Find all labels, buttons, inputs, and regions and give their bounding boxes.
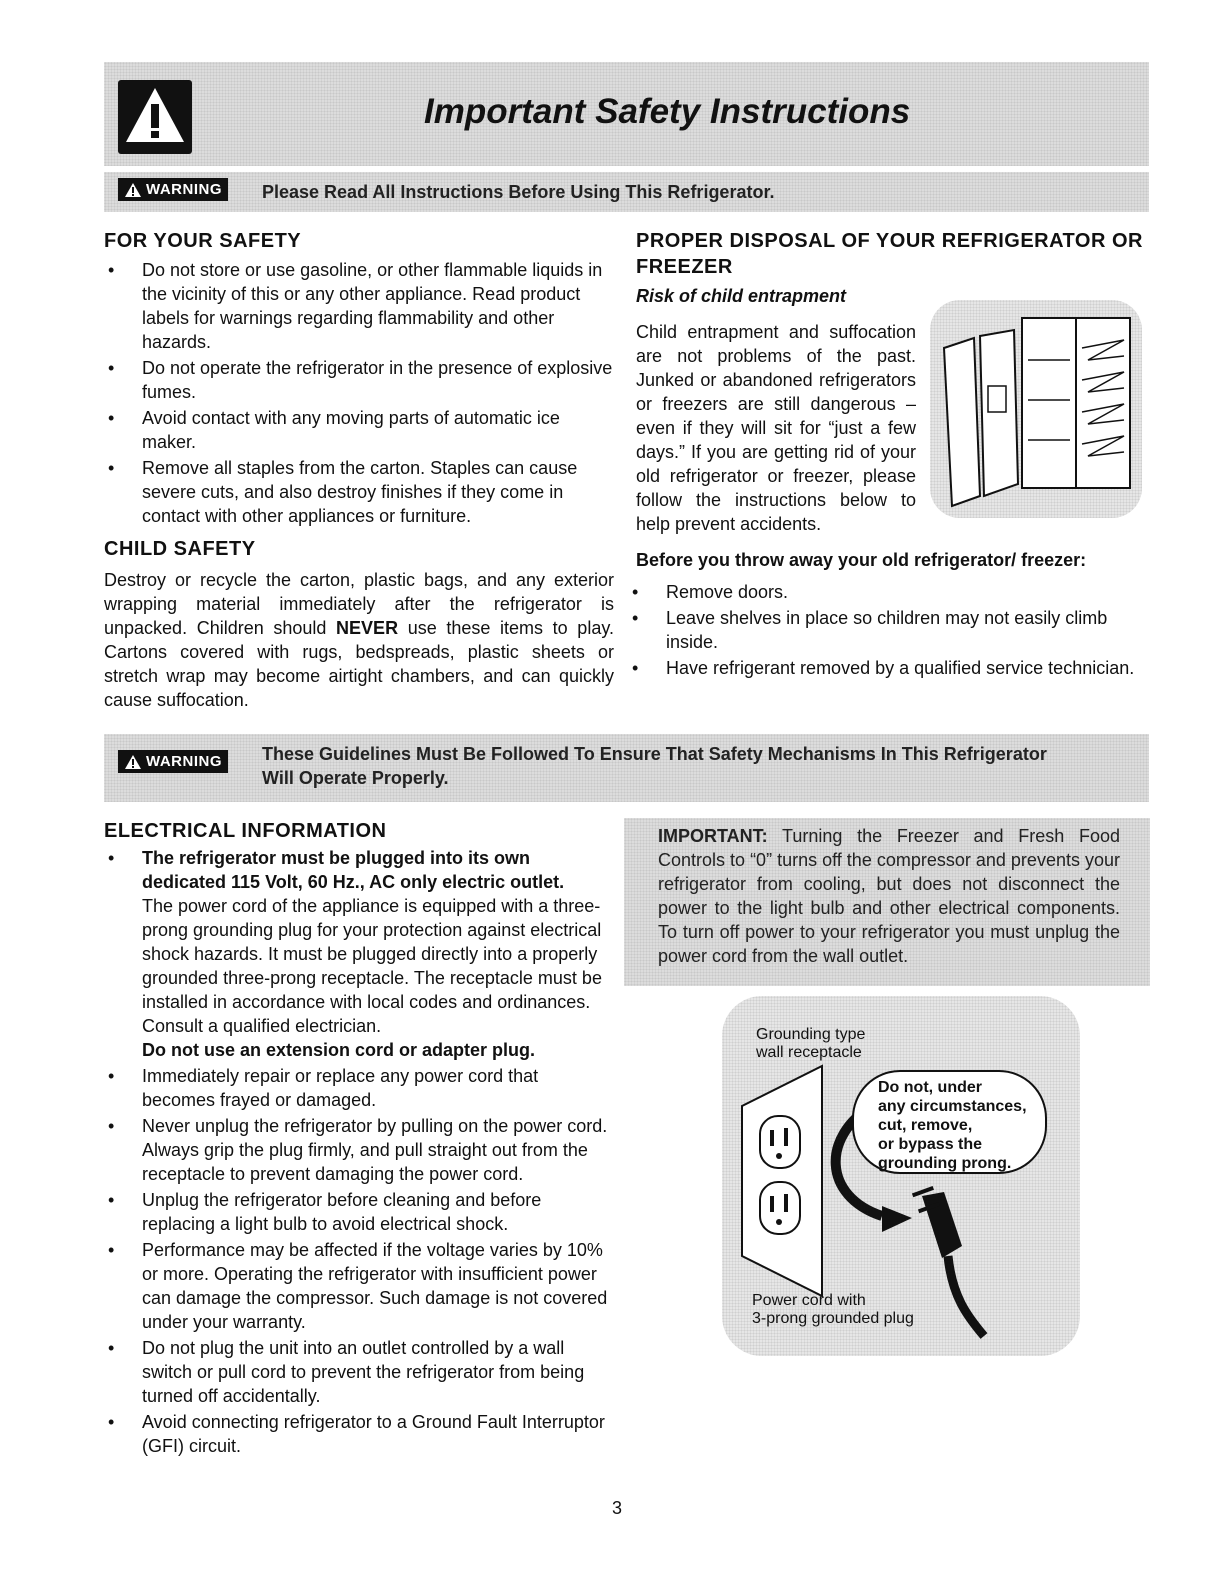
power-cord-label-line-2: 3-prong grounded plug bbox=[752, 1310, 914, 1327]
before-throw-away-heading: Before you throw away your old refrigerator/ freezer: bbox=[636, 550, 1087, 570]
list-item: • Remove all staples from the carton. Staples can cause severe cuts, and also destroy finishes if they come in contact with other appliances or furniture. bbox=[104, 456, 616, 528]
warning-triangle-icon bbox=[118, 80, 192, 154]
list-item: • Never unplug the refrigerator by pulling on the power cord. Always grip the plug firmly, and pull straight out from the receptacle to prevent damaging the power cord. bbox=[104, 1114, 616, 1186]
receptacle-label bbox=[756, 1026, 865, 1062]
section-heading-child-safety: CHILD SAFETY bbox=[104, 538, 256, 560]
receptacle-label-line-1: Grounding type bbox=[756, 1026, 866, 1043]
list-item: • Unplug the refrigerator before cleaning and before replacing a light bulb to avoid electrical shock. bbox=[104, 1188, 616, 1236]
bubble-line: any circumstances, bbox=[878, 1098, 1027, 1115]
refrigerator-illustration bbox=[930, 300, 1142, 518]
bubble-line: grounding prong. bbox=[878, 1155, 1012, 1172]
receptacle-label-line-2: wall receptacle bbox=[756, 1044, 862, 1061]
list-item: • Do not operate the refrigerator in the presence of explosive fumes. bbox=[104, 356, 616, 404]
list-item: • Avoid contact with any moving parts of automatic ice maker. bbox=[104, 406, 616, 454]
alert-icon bbox=[124, 182, 142, 198]
power-cord-label-line-1: Power cord with bbox=[752, 1292, 866, 1309]
section-heading-for-your-safety: FOR YOUR SAFETY bbox=[104, 230, 302, 252]
list-item: • Do not store or use gasoline, or other flammable liquids in the vicinity of this or any other appliance. Read product labels for warnings regarding flammability and other hazards. bbox=[104, 258, 616, 354]
disposal-list bbox=[628, 580, 1148, 682]
warning-text-line-1: These Guidelines Must Be Followed To Ensure That Safety Mechanisms In This Refrigerator bbox=[262, 744, 1047, 764]
grounding-warning-bubble bbox=[852, 1070, 1047, 1174]
list-item: • Have refrigerant removed by a qualified service technician. bbox=[628, 656, 1148, 680]
bubble-line: or bypass the bbox=[878, 1136, 983, 1153]
page-title: Important Safety Instructions bbox=[424, 92, 911, 131]
list-item: • Avoid connecting refrigerator to a Ground Fault Interruptor (GFI) circuit. bbox=[104, 1410, 616, 1458]
list-item: • Performance may be affected if the voltage varies by 10% or more. Operating the refrigerator with insufficient power can damage the compressor. Such damage is not covered under your warranty. bbox=[104, 1238, 616, 1334]
child-safety-text-2: use these items to play. Cartons covered with rugs, bedspreads, plastic sheets or stretch wrap may become airtight chambers, and can quickly cause suffocation. bbox=[104, 618, 614, 710]
warning-badge-2 bbox=[118, 750, 228, 773]
list-item: • Immediately repair or replace any power cord that becomes frayed or damaged. bbox=[104, 1064, 616, 1112]
bubble-line: cut, remove, bbox=[878, 1117, 973, 1134]
section-heading-disposal: PROPER DISPOSAL OF YOUR REFRIGERATOR OR FREEZER bbox=[636, 230, 1143, 278]
list-item: • Leave shelves in place so children may not easily climb inside. bbox=[628, 606, 1148, 654]
power-cord-label bbox=[752, 1292, 914, 1328]
warning-text-2 bbox=[262, 742, 1142, 790]
list-item-dedicated-outlet bbox=[104, 846, 616, 1062]
section-heading-electrical: ELECTRICAL INFORMATION bbox=[104, 820, 387, 842]
electrical-item-bold: • The refrigerator must be plugged into its own dedicated 115 Volt, 60 Hz., AC only electric outlet. bbox=[142, 848, 565, 892]
important-label: IMPORTANT: bbox=[658, 826, 768, 846]
page-number: 3 bbox=[612, 1498, 623, 1518]
list-item: • Do not plug the unit into an outlet controlled by a wall switch or pull cord to prevent the refrigerator from being turned off accidentally. bbox=[104, 1336, 616, 1408]
child-safety-text bbox=[104, 568, 614, 712]
electrical-item-text: The power cord of the appliance is equipped with a three-prong grounding plug for your protection against electrical shock hazards. It must be plugged directly into a properly grounded three-prong receptacle. The receptacle must be installed in accordance with local codes and ordinances. Consult a qualified electrician. bbox=[142, 896, 602, 1036]
important-text: Turning the Freezer and Fresh Food Controls to “0” turns off the compressor and prevents your refrigerator from cooling, but does not disconnect the power to the light bulb and other electrical components. To turn off power to your refrigerator you must unplug the power cord from the wall outlet. bbox=[658, 826, 1120, 966]
alert-icon bbox=[124, 754, 142, 770]
disposal-subheading: Risk of child entrapment bbox=[636, 286, 847, 306]
child-safety-text-1: Destroy or recycle the carton, plastic bags, and any exterior wrapping material immediately after the refrigerator is unpacked. Children should bbox=[104, 570, 614, 638]
warning-text-line-2: Will Operate Properly. bbox=[262, 768, 449, 788]
warning-badge bbox=[118, 178, 228, 201]
list-item: • Remove doors. bbox=[628, 580, 1148, 604]
bubble-line: Do not, under bbox=[878, 1079, 982, 1096]
warning-badge-label: WARNING bbox=[146, 753, 222, 770]
child-safety-never: NEVER bbox=[336, 618, 399, 638]
electrical-list bbox=[104, 846, 616, 1460]
for-your-safety-list bbox=[104, 258, 616, 530]
warning-badge-label: WARNING bbox=[146, 181, 222, 198]
electrical-item-bold-2: Do not use an extension cord or adapter plug. bbox=[142, 1040, 536, 1060]
disposal-text: Child entrapment and suffocation are not problems of the past. Junked or abandoned refrigerators or freezers are still dangerous – even if they will sit for “just a few days.” If you are getting rid of your old refrigerator or freezer, please follow the instructions below to help prevent accidents. bbox=[636, 322, 916, 534]
warning-text: Please Read All Instructions Before Using This Refrigerator. bbox=[262, 182, 775, 202]
important-note bbox=[624, 818, 1150, 986]
